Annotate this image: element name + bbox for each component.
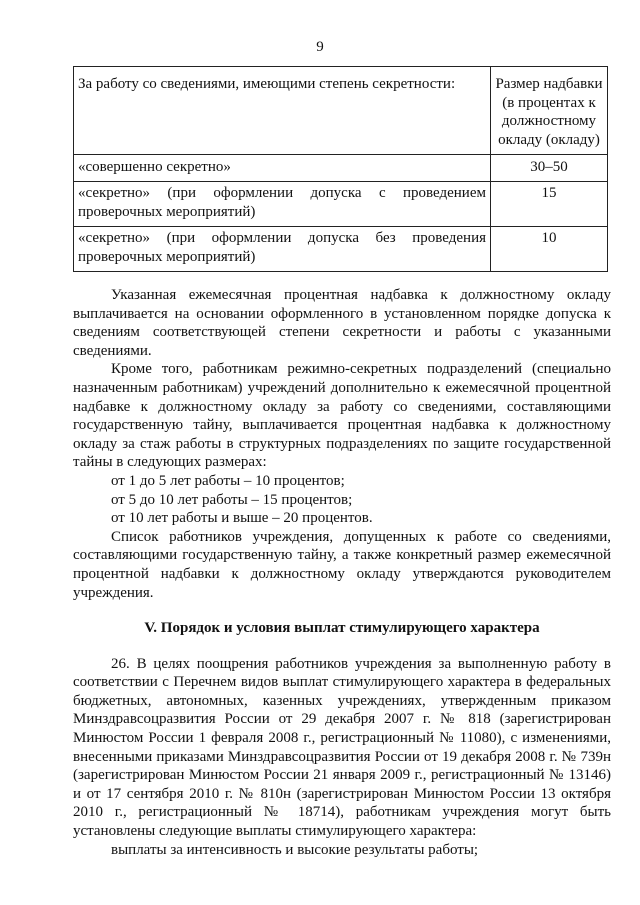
list-item: от 5 до 10 лет работы – 15 процентов; [111, 491, 353, 508]
page-number: 9 [316, 39, 324, 55]
table-row [74, 181, 608, 226]
table-header-row [74, 67, 608, 155]
table-cell-value: 15 [491, 181, 608, 226]
table-header-size: Размер надбавки (в процентах к должностному окладу (окладу) [491, 67, 608, 155]
table-cell-degree: «совершенно секретно» [74, 155, 491, 182]
list-item: от 10 лет работы и выше – 20 процентов. [111, 510, 373, 527]
paragraph-secret-units: Кроме того, работникам режимно-секретных подразделений (специально назначенным работникам) учреждений дополнительно к ежемесячной процентной надбавке к должностному окладу за работу со сведениями, составляющими государственную тайну, выплачивается процентная надбавка к должностному окладу за стаж работы в структурных подразделениях по защите государственной тайны в следующих размерах: [73, 361, 611, 471]
table-row [74, 155, 608, 182]
table-cell-value: 10 [491, 227, 608, 272]
section-title: V. Порядок и условия выплат стимулирующего характера [144, 620, 540, 637]
paragraph-26: 26. В целях поощрения работников учреждения за выполненную работу в соответствии с Перечнем видов выплат стимулирующего характера в федеральных бюджетных, автономных, казенных учреждениях, утвержденным приказом Минздравсоцразвития России от 29 декабря 2007 г. № 818 (зарегистрирован Минюстом России 1 февраля 2008 г., регистрационный № 11080), с изменениями, внесенными приказами Минздравсоцразвития России от 19 декабря 2008 г. № 739н (зарегистрирован Минюстом России 21 января 2009 г., регистрационный № 13146) и от 17 сентября 2010 г. № 810н (зарегистрирован Минюстом России 13 октября 2010 г., регистрационный № 18714), работникам учреждения могут быть установлены следующие выплаты стимулирующего характера: [73, 655, 611, 840]
table-row [74, 227, 608, 272]
table-cell-degree: «секретно» (при оформлении допуска без проведения проверочных мероприятий) [74, 227, 491, 272]
table-cell-value: 30–50 [491, 155, 608, 182]
paragraph-intensity-payments: выплаты за интенсивность и высокие результаты работы; [111, 841, 479, 858]
secrecy-allowance-table [73, 66, 608, 272]
table-header-degree: За работу со сведениями, имеющими степень секретности: [74, 67, 491, 155]
paragraph-allowance-basis: Указанная ежемесячная процентная надбавка к должностному окладу выплачивается на основании оформленного в установленном порядке допуска к сведениям соответствующей степени секретности и работы с указанными сведениями. [73, 287, 611, 359]
document-body [73, 286, 611, 859]
table-cell-degree: «секретно» (при оформлении допуска с проведением проверочных мероприятий) [74, 181, 491, 226]
list-item: от 1 до 5 лет работы – 10 процентов; [111, 472, 345, 489]
paragraph-employee-list: Список работников учреждения, допущенных к работе со сведениями, составляющими государственную тайну, а также конкретный размер ежемесячной процентной надбавки к должностному окладу утверждаются руководителем учреждения. [73, 528, 611, 601]
